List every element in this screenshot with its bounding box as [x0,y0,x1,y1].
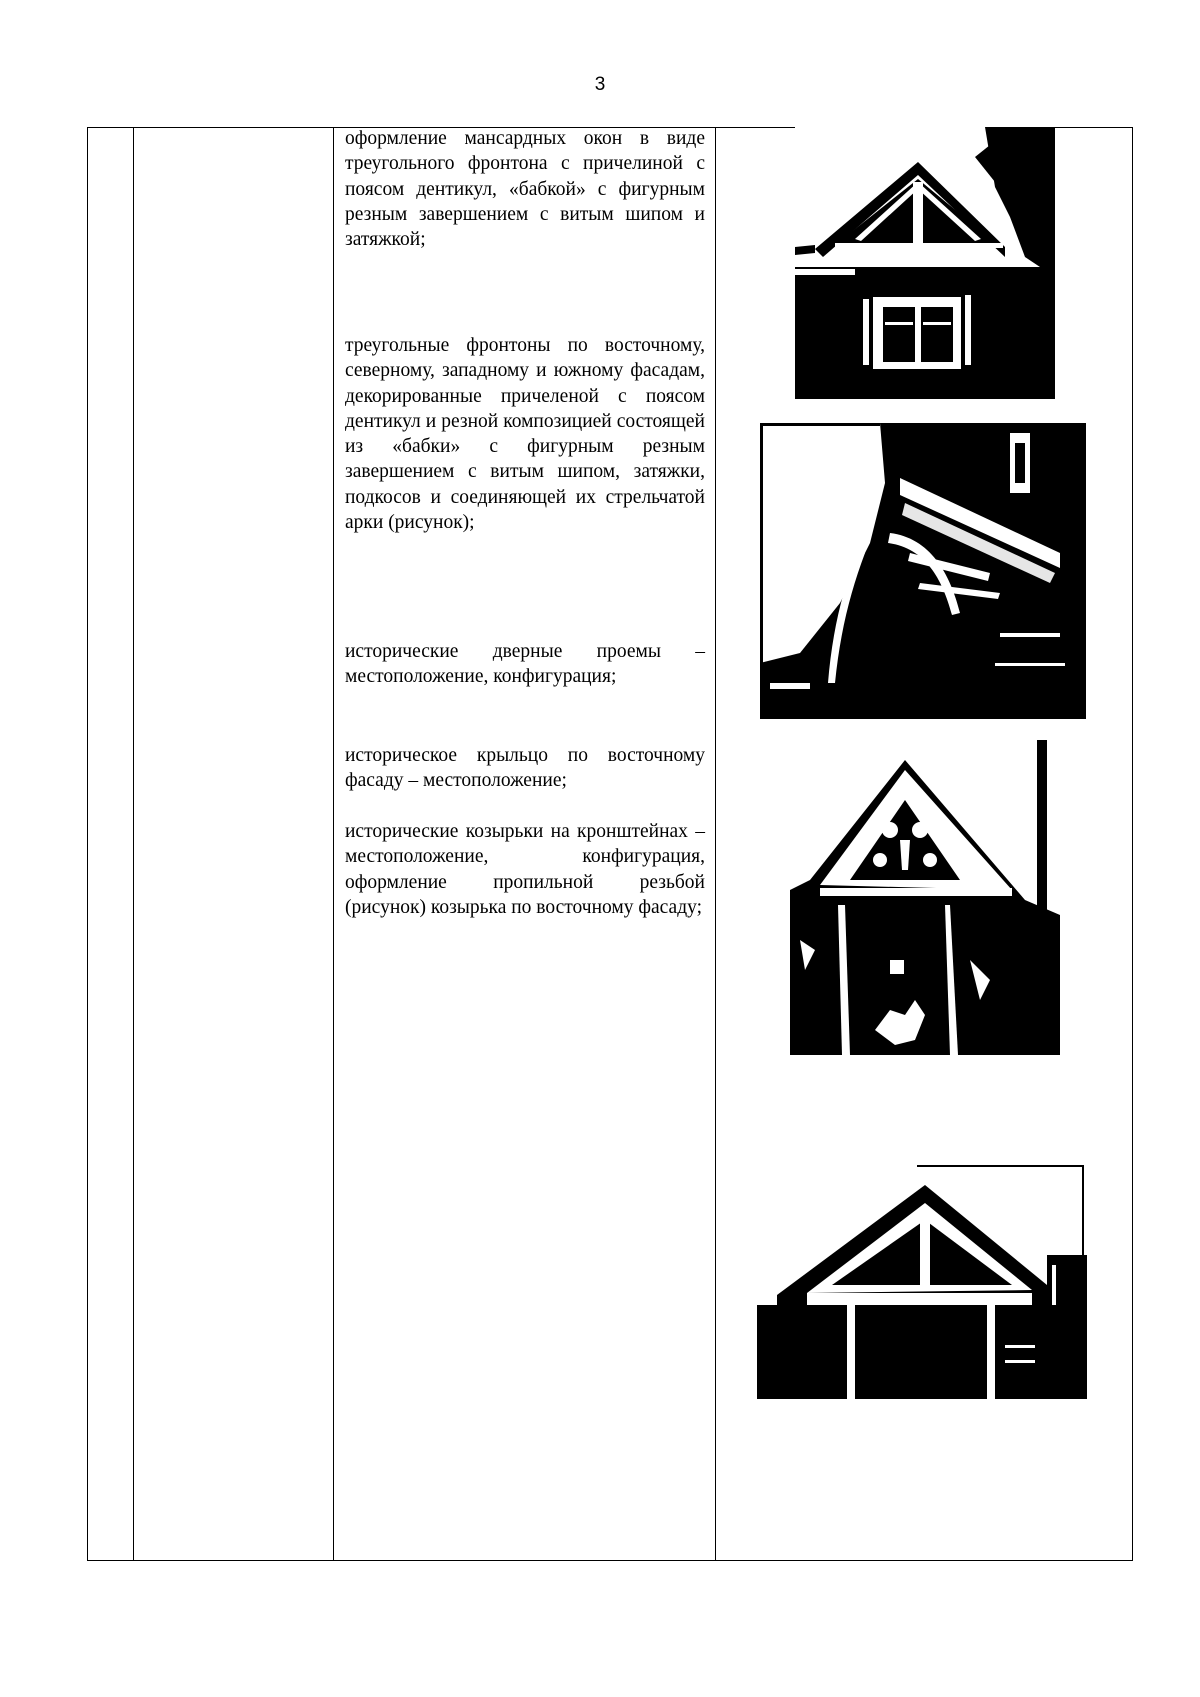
photo-gable-brackets [760,423,1086,719]
description-item-doorways: исторические дверные проемы – местоположение, конфигурация; [345,641,705,688]
photo-dormer-gable [795,127,1055,399]
description-item-gables: треугольные фронтоны по восточному, северному, западному и южному фасадам, декорированные причеленой с поясом дентикул и резной композицией состоящей из «бабки» с фигурным резным завершением с витым шипом, затяжки, подкосов и соединяющей их стрельчатой арки (рисунок); [345,335,705,534]
column-divider-1 [133,127,134,1561]
photo-porch-canopy [790,740,1060,1055]
page-number: 3 [594,74,606,95]
description-item-porch: историческое крыльцо по восточному фасаду – местоположение; [345,745,705,792]
column-divider-2 [333,127,334,1561]
description-item-dormer: оформление мансардных окон в виде треугольного фронтона с причелиной с поясом дентикул, «бабкой» с фигурным резным завершением с витым шипом и затяжкой; [345,128,705,251]
column-divider-3 [715,127,716,1561]
description-item-canopies: исторические козырьки на кронштейнах – местоположение, конфигурация, оформление пропильной резьбой (рисунок) козырька по восточному фасаду; [345,821,705,918]
photo-gable-porch [757,1165,1087,1399]
